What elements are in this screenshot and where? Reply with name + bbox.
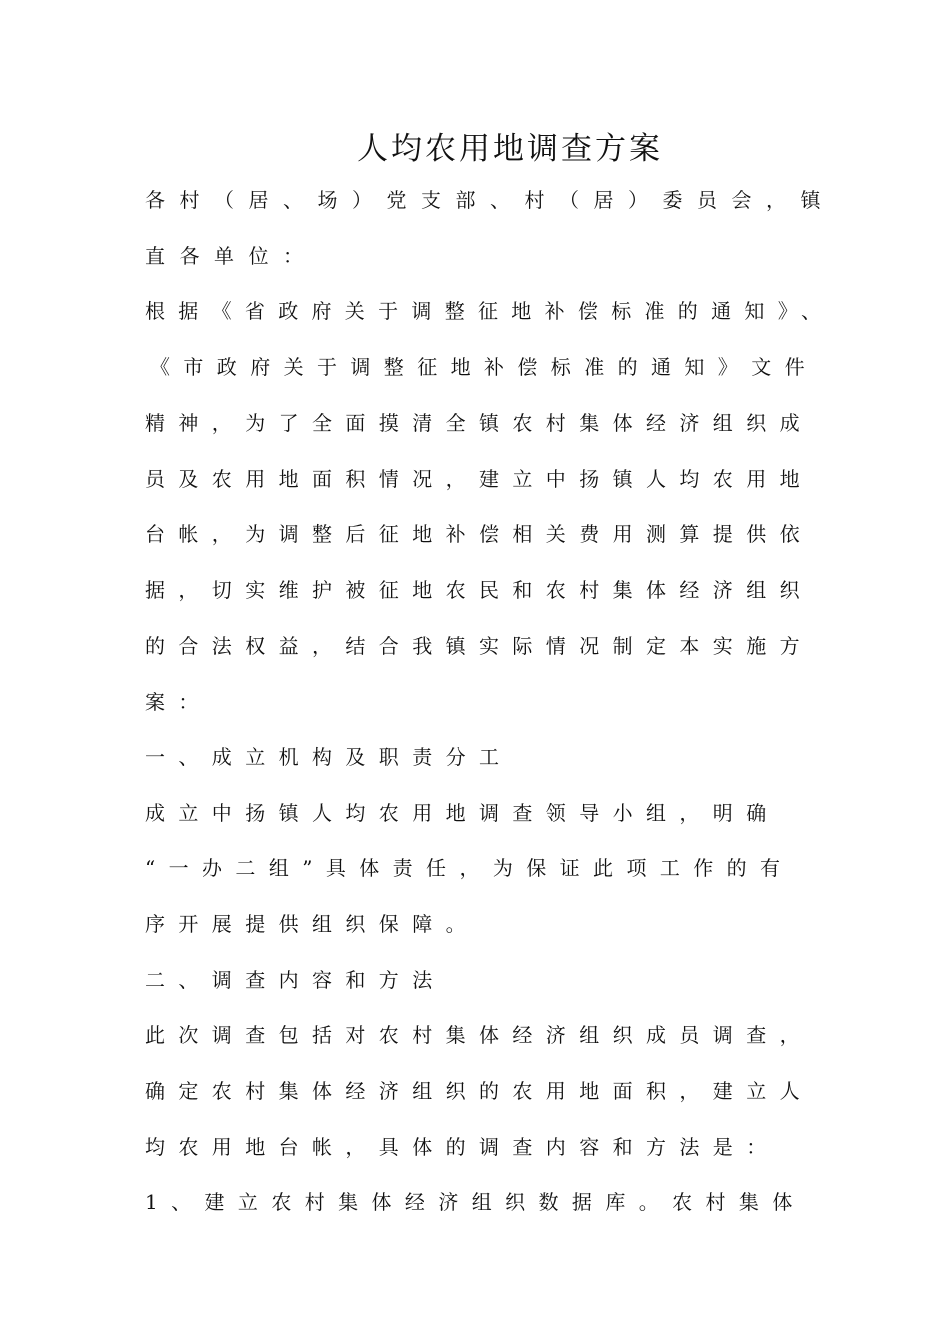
body-line: 《市政府关于调整征地补偿标准的通知》文件 [150, 355, 818, 379]
body-line: 成立中扬镇人均农用地调查领导小组，明确 [145, 801, 780, 825]
body-line: 1、建立农村集体经济组织数据库。农村集体 [145, 1190, 806, 1214]
section-heading: 二、调查内容和方法 [145, 968, 446, 992]
body-line: 序开展提供组织保障。 [145, 912, 479, 936]
body-line: 精神，为了全面摸清全镇农村集体经济组织成 [145, 411, 813, 435]
body-line: 案： [145, 690, 212, 714]
body-line: 根据《省政府关于调整征地补偿标准的通知》、 [145, 299, 835, 323]
body-line: 确定农村集体经济组织的农用地面积，建立人 [145, 1079, 813, 1103]
body-line: 员及农用地面积情况，建立中扬镇人均农用地 [145, 467, 813, 491]
body-line: 据，切实维护被征地农民和农村集体经济组织 [145, 578, 813, 602]
body-line: 此次调查包括对农村集体经济组织成员调查， [145, 1023, 813, 1047]
document-title: 人均农用地调查方案 [357, 131, 663, 167]
body-line: 的合法权益，结合我镇实际情况制定本实施方 [145, 634, 813, 658]
body-line: 台帐，为调整后征地补偿相关费用测算提供依 [145, 522, 813, 546]
section-heading: 一、成立机构及职责分工 [145, 745, 513, 769]
body-line: “一办二组”具体责任，为保证此项工作的有 [145, 856, 794, 880]
body-line: 各村（居、场）党支部、村（居）委员会，镇 [145, 188, 835, 212]
body-line: 直各单位： [145, 244, 318, 268]
body-line: 均农用地台帐，具体的调查内容和方法是： [145, 1135, 780, 1159]
